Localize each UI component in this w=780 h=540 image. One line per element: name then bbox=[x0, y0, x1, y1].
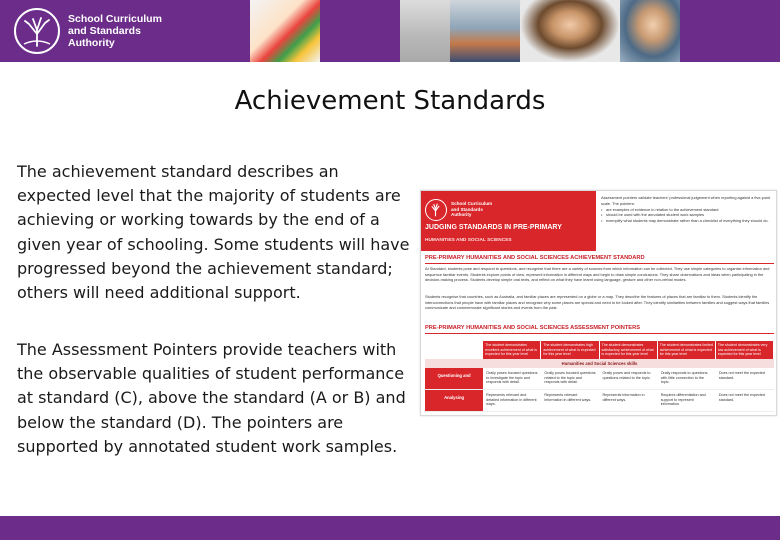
authority-name bbox=[68, 13, 162, 49]
table-cell: Orally poses and responds to questions related to the topic. bbox=[602, 371, 651, 380]
banner-photo-strip bbox=[250, 0, 780, 62]
achievement-standard-body-1: At Standard, students pose and respond to questions, and recognise that there are a variety of sources from which information can be collected. They use simple categories to organise information and sequence familiar events. Students explore points of view, represent information in different ways and begin to draw simple conclusions. They share observations and ideas when participating in the decision-making process. Students develop simple oral texts, and reflect on what they have learnt using language, gesture and other non-verbal modes. bbox=[425, 266, 770, 283]
photo-boy bbox=[620, 0, 680, 62]
row-label: Analysing bbox=[425, 390, 483, 411]
achievement-standard-paragraph: The achievement standard describes an expected level that the majority of students are achieving or working towards by the end of a given year of schooling. Some students will have progressed beyond the achievement standard; others will need additional support. bbox=[17, 162, 410, 303]
notes-bullet: • exemplify what students may demonstrate rather than a checklist of everything they should do. bbox=[601, 218, 776, 224]
notes-bullet: • are examples of evidence in relation to the achievement standard bbox=[601, 207, 776, 213]
notes-intro: Assessment pointers validate teachers' professional judgement when reporting against a five-point scale. The pointers: bbox=[601, 195, 771, 206]
section-divider bbox=[425, 333, 774, 334]
table-header-cell: The student demonstrates high achievement of what is expected for this year level bbox=[541, 341, 599, 359]
table-cell: Does not meet the expected standard. bbox=[718, 371, 765, 380]
header-banner bbox=[0, 0, 780, 62]
photo-hands bbox=[250, 0, 320, 62]
assessment-pointers-table bbox=[425, 341, 774, 412]
document-logo-icon bbox=[425, 199, 447, 221]
org-line-1: School Curriculum bbox=[68, 13, 162, 25]
document-notes bbox=[601, 195, 776, 224]
table-band: Humanities and Social Sciences skills bbox=[425, 359, 774, 368]
table-cell: Requires differentiation and support to represent information. bbox=[660, 393, 706, 407]
org-line-2: and Standards bbox=[68, 25, 141, 37]
document-judging-title: JUDGING STANDARDS IN PRE-PRIMARY bbox=[425, 224, 562, 231]
table-header-cell: The student demonstrates very low achievement of what is expected for this year level bbox=[716, 341, 774, 359]
table-cell: Represents relevant information in different ways. bbox=[544, 393, 592, 402]
assessment-pointers-paragraph: The Assessment Pointers provide teachers with the observable qualities of student performance at standard (C), above the standard (A or B) and below the standard (D). The pointers are supported by annotated student work samples. bbox=[17, 340, 406, 456]
org-line-3: Authority bbox=[68, 37, 115, 49]
document-subject: HUMANITIES AND SOCIAL SCIENCES bbox=[425, 238, 512, 243]
table-header-cell: The student demonstrates satisfactory achievement of what is expected for this year level bbox=[600, 341, 658, 359]
judging-standards-document bbox=[420, 190, 777, 416]
document-org-name bbox=[451, 201, 492, 218]
table-header-cell: The student demonstrates excellent achievement of what is expected for this year level bbox=[483, 341, 541, 359]
achievement-standard-heading: PRE-PRIMARY HUMANITIES AND SOCIAL SCIENCES ACHIEVEMENT STANDARD bbox=[425, 255, 645, 261]
row-label: Questioning and bbox=[425, 368, 483, 389]
photo-tail bbox=[680, 0, 780, 62]
table-cell: Does not meet the expected standard. bbox=[718, 393, 765, 402]
section-divider bbox=[425, 263, 774, 264]
achievement-standard-body-2: Students recognise that countries, such as Australia, and familiar places are represented on a globe or a map. They describe the features of places that are familiar to them. Students identify the interconnections that people have with familiar places and recognise why some places are special and need to be looked after. They identify similarities between families and suggest ways that families communicate and commemorate significant stories and events from the past. bbox=[425, 294, 770, 311]
notes-bullet: • should be used with the annotated student work samples bbox=[601, 212, 776, 218]
photo-building bbox=[400, 0, 450, 62]
table-header-row bbox=[425, 341, 774, 359]
doc-org-line-2: and Standards bbox=[451, 206, 483, 212]
table-row bbox=[425, 368, 774, 390]
doc-org-line-3: Authority bbox=[451, 212, 472, 217]
table-header-blank bbox=[425, 341, 483, 359]
page-title: Achievement Standards bbox=[234, 86, 546, 116]
table-cell: Orally responds to questions with little connection to the topic. bbox=[660, 371, 708, 385]
document-red-header bbox=[421, 191, 596, 251]
authority-logo[interactable] bbox=[14, 8, 162, 54]
footer-band bbox=[0, 516, 780, 540]
table-cell: Orally poses focused questions related to the topic and responds with detail. bbox=[544, 371, 596, 385]
table-header-cell: The student demonstrates limited achievement of what is expected for this year level bbox=[658, 341, 716, 359]
photo-teacher bbox=[520, 0, 620, 62]
table-cell: Represents information in different ways. bbox=[602, 393, 645, 402]
assessment-pointers-heading: PRE-PRIMARY HUMANITIES AND SOCIAL SCIENCES ASSESSMENT POINTERS bbox=[425, 325, 640, 331]
doc-org-line-1: School Curriculum bbox=[451, 201, 493, 206]
table-cell: Represents relevant and detailed information in different ways. bbox=[486, 393, 537, 407]
photo-students bbox=[450, 0, 520, 62]
table-row bbox=[425, 390, 774, 412]
document-header bbox=[421, 191, 777, 251]
tree-circle-icon bbox=[14, 8, 60, 54]
photo-blank bbox=[320, 0, 400, 62]
table-cell: Orally poses focused questions to investigate the topic and responds with detail. bbox=[486, 371, 538, 385]
